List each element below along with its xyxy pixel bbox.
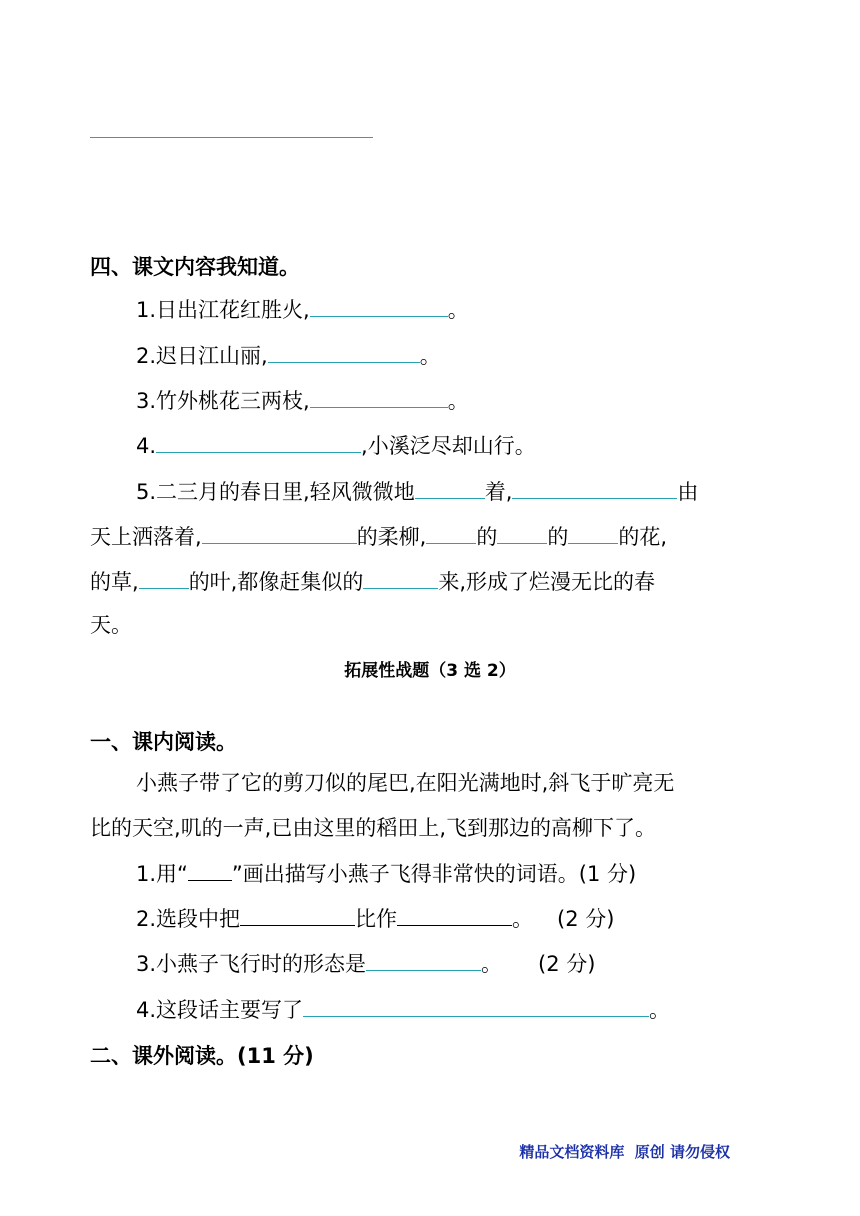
q3-score: (2 分) — [538, 952, 596, 976]
q3-blank[interactable] — [366, 948, 481, 971]
passage-line1: 小燕子带了它的剪刀似的尾巴,在阳光满地时,斜飞于旷亮无 — [136, 771, 675, 795]
item5-blank-1[interactable] — [415, 476, 485, 499]
q1-text-b: ”画出描写小燕子飞得非常快的词语。(1 分) — [231, 862, 637, 886]
q2-text-b: 比作 — [355, 907, 398, 931]
item5-text-g: 的 — [547, 525, 569, 549]
item5-text-c: 由 — [677, 480, 699, 504]
item1-suffix: 。 — [447, 298, 469, 322]
section4-item1 — [136, 294, 469, 325]
q1-text-a: 1.用“ — [136, 862, 188, 886]
section4-item5-line1 — [136, 476, 698, 507]
item5-text-d: 天上洒落着, — [90, 525, 202, 549]
item5-blank-2[interactable] — [512, 476, 677, 499]
item2-suffix: 。 — [419, 344, 441, 368]
item5-text-h: 的花, — [618, 525, 668, 549]
q2-blank-1[interactable] — [240, 903, 355, 926]
item5-text-e: 的柔柳, — [356, 525, 427, 549]
q3-text-a: 3.小燕子飞行时的形态是 — [136, 952, 367, 976]
item5-blank-5[interactable] — [497, 521, 547, 544]
q3-text-b: 。 — [481, 952, 503, 976]
item1-prefix: 1.日出江花红胜火, — [136, 298, 310, 322]
question-4 — [136, 994, 670, 1025]
reading-in-heading: 一、课内阅读。 — [90, 730, 237, 754]
item3-blank[interactable] — [310, 385, 448, 408]
item5-text-k: 来,形成了烂漫无比的春 — [438, 570, 656, 594]
item5-text-b: 着, — [484, 480, 513, 504]
item5-blank-8[interactable] — [363, 566, 438, 589]
extension-title: 拓展性战题（3 选 2） — [344, 661, 516, 681]
question-3 — [136, 948, 595, 979]
item2-blank[interactable] — [268, 340, 420, 363]
section4-item4 — [136, 430, 536, 461]
item5-blank-3[interactable] — [202, 521, 357, 544]
footer-watermark: 精品文档资料库 原创 请勿侵权 — [519, 1143, 730, 1161]
section4-item2 — [136, 340, 441, 371]
q4-text-b: 。 — [649, 998, 671, 1022]
item5-blank-6[interactable] — [568, 521, 618, 544]
q2-score: (2 分) — [557, 907, 615, 931]
question-2 — [136, 903, 614, 934]
section4-item3 — [136, 385, 469, 416]
q2-text-c: 。 — [512, 907, 534, 931]
section4-heading: 四、课文内容我知道。 — [90, 255, 300, 279]
item5-blank-7[interactable] — [139, 566, 189, 589]
item3-suffix: 。 — [447, 389, 469, 413]
q4-text-a: 4.这段话主要写了 — [136, 998, 304, 1022]
section4-item5-line3 — [90, 566, 655, 597]
item3-prefix: 3.竹外桃花三两枝, — [136, 389, 310, 413]
item4-blank[interactable] — [156, 430, 361, 453]
q1-underline-sample — [188, 858, 232, 881]
q4-blank[interactable] — [303, 994, 649, 1017]
reading-out-heading: 二、课外阅读。(11 分) — [90, 1044, 314, 1068]
item5-text-j: 的叶,都像赶集似的 — [188, 570, 364, 594]
q2-blank-2[interactable] — [397, 903, 512, 926]
q2-text-a: 2.选段中把 — [136, 907, 241, 931]
item1-blank[interactable] — [310, 294, 448, 317]
item2-prefix: 2.迟日江山丽, — [136, 344, 268, 368]
section4-item5-line2 — [90, 521, 667, 552]
item5-blank-4[interactable] — [426, 521, 476, 544]
item4-suffix: ,小溪泛尽却山行。 — [361, 434, 536, 458]
item5-text-a: 5.二三月的春日里,轻风微微地 — [136, 480, 415, 504]
top-answer-line — [90, 137, 373, 138]
item5-text-f: 的 — [476, 525, 498, 549]
passage-line2: 比的天空,叽的一声,已由这里的稻田上,飞到那边的高柳下了。 — [90, 816, 657, 840]
item5-text-i: 的草, — [90, 570, 139, 594]
question-1 — [136, 858, 636, 889]
item4-prefix: 4. — [136, 434, 157, 458]
section4-item5-line4: 天。 — [90, 613, 132, 637]
